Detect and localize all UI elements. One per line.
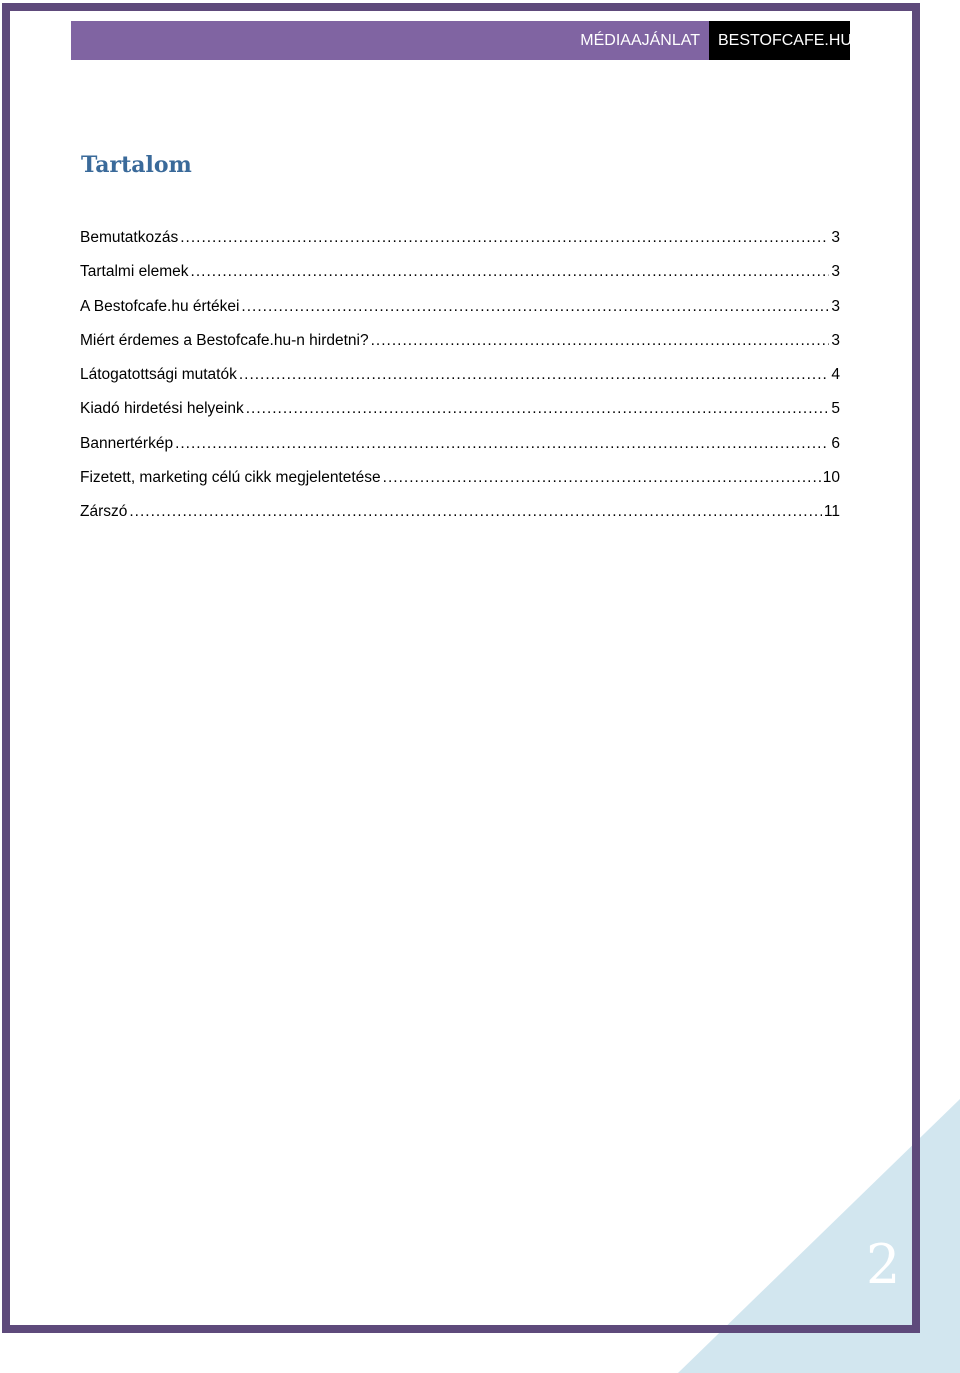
header-site-name-label: BESTOFCAFE.HU bbox=[709, 21, 850, 60]
toc-entry-label: Tartalmi elemek bbox=[80, 263, 189, 281]
toc-entry-page: 4 bbox=[831, 366, 840, 384]
toc-entry-label: Bemutatkozás bbox=[80, 229, 179, 246]
toc-entry-page: 6 bbox=[831, 434, 840, 452]
toc-entry-page: 3 bbox=[831, 263, 840, 281]
toc-entry[interactable] bbox=[80, 263, 840, 297]
toc-entry[interactable] bbox=[80, 298, 840, 332]
toc-entry[interactable] bbox=[80, 400, 840, 434]
toc-leader-dots bbox=[241, 298, 829, 316]
page-number: 2 bbox=[866, 1233, 901, 1296]
toc-entry-label: Látogatottsági mutatók bbox=[80, 366, 237, 384]
table-of-contents bbox=[80, 229, 840, 538]
toc-entry-page: 3 bbox=[831, 331, 840, 349]
toc-entry-page: 10 bbox=[822, 469, 840, 487]
toc-entry[interactable] bbox=[80, 229, 840, 263]
toc-entry-page: 3 bbox=[831, 297, 840, 315]
toc-entry[interactable] bbox=[80, 435, 840, 469]
toc-entry-label: Fizetett, marketing célú cikk megjelentetése bbox=[80, 469, 381, 487]
toc-leader-dots bbox=[239, 366, 830, 384]
toc-entry-label: Kiadó hirdetési helyeink bbox=[80, 400, 244, 418]
toc-leader-dots bbox=[191, 263, 830, 281]
header-bar bbox=[71, 21, 850, 60]
toc-entry-label: A Bestofcafe.hu értékei bbox=[80, 297, 240, 315]
toc-leader-dots bbox=[246, 400, 830, 418]
toc-entry-label: Bannertérkép bbox=[80, 434, 174, 452]
toc-title: Tartalom bbox=[81, 152, 192, 178]
header-media-offer-label: MÉDIAAJÁNLAT bbox=[580, 31, 700, 49]
toc-entry-label: Miért érdemes a Bestofcafe.hu-n hirdetni? bbox=[80, 331, 369, 349]
toc-entry[interactable] bbox=[80, 503, 840, 537]
toc-entry-page: 3 bbox=[831, 229, 840, 246]
toc-leader-dots bbox=[180, 229, 829, 247]
toc-entry-page: 11 bbox=[823, 503, 840, 521]
toc-entry-label: Zárszó bbox=[80, 503, 128, 521]
toc-leader-dots bbox=[175, 435, 829, 453]
toc-entry[interactable] bbox=[80, 469, 840, 503]
toc-entry[interactable] bbox=[80, 332, 840, 366]
toc-leader-dots bbox=[383, 469, 821, 487]
toc-leader-dots bbox=[129, 503, 822, 521]
toc-entry-page: 5 bbox=[831, 400, 840, 418]
toc-leader-dots bbox=[371, 332, 830, 350]
toc-entry[interactable] bbox=[80, 366, 840, 400]
page-border-frame bbox=[2, 3, 920, 1333]
